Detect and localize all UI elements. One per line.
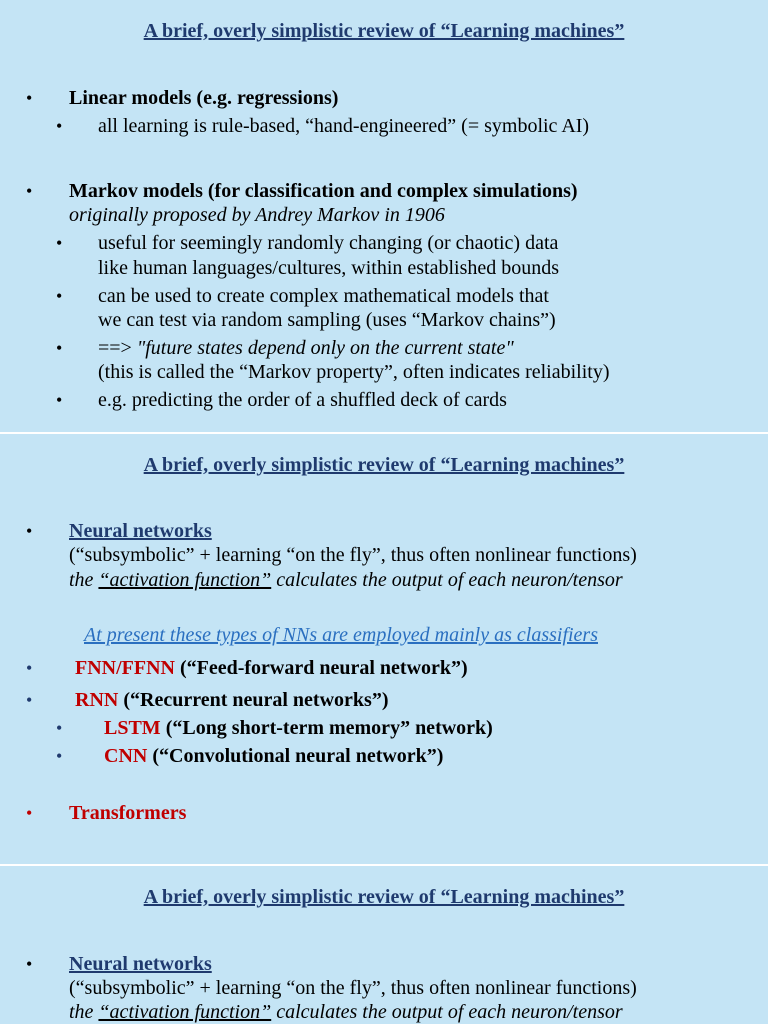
neural-networks-desc: (“subsymbolic” + learning “on the fly”, thus often nonlinear functions) <box>69 544 637 566</box>
activation-function-line <box>69 1000 623 1024</box>
markov-example: e.g. predicting the order of a shuffled deck of cards <box>98 389 507 411</box>
bullet: • <box>26 521 33 541</box>
lstm-acronym: LSTM <box>104 717 161 739</box>
slide-2 <box>0 434 768 864</box>
text-post: calculates the output of each neuron/tensor <box>271 1001 623 1023</box>
fnn-acronym: FNN/FFNN <box>75 657 175 679</box>
markov-point-2-line-2: we can test via random sampling (uses “Markov chains”) <box>98 309 556 331</box>
transformers-item: Transformers <box>69 802 187 824</box>
bullet: • <box>26 803 33 823</box>
text-pre: the <box>69 569 99 591</box>
bullet: • <box>56 718 63 738</box>
slide-title: A brief, overly simplistic review of “Learning machines” <box>143 886 625 908</box>
neural-networks-heading: Neural networks <box>69 520 212 542</box>
bullet: • <box>56 338 63 358</box>
bullet: • <box>56 233 63 253</box>
rnn-item <box>75 688 388 712</box>
neural-networks-desc: (“subsymbolic” + learning “on the fly”, thus often nonlinear functions) <box>69 977 637 999</box>
cnn-description: (“Convolutional neural network”) <box>147 745 444 767</box>
markov-property-note: (this is called the “Markov property”, often indicates reliability) <box>98 361 610 383</box>
activation-function-term: “activation function” <box>98 1001 272 1023</box>
markov-point-1-line-2: like human languages/cultures, within established bounds <box>98 257 560 279</box>
markov-property-quote <box>98 336 514 360</box>
activation-function-term: “activation function” <box>98 569 272 591</box>
bullet: • <box>56 286 63 306</box>
linear-models-detail: all learning is rule-based, “hand-engineered” (= symbolic AI) <box>98 115 590 137</box>
cnn-item <box>104 744 443 768</box>
markov-point-2-line-1: can be used to create complex mathematical models that <box>98 285 549 307</box>
slide-title: A brief, overly simplistic review of “Learning machines” <box>143 454 625 476</box>
neural-networks-heading: Neural networks <box>69 953 212 975</box>
fnn-description: (“Feed-forward neural network”) <box>174 657 468 679</box>
bullet: • <box>26 181 33 201</box>
lstm-description: (“Long short-term memory” network) <box>160 717 493 739</box>
slide-3 <box>0 866 768 1024</box>
quote-text: "future states depend only on the current state" <box>136 337 514 359</box>
text-post: calculates the output of each neuron/tensor <box>271 569 623 591</box>
slide-1 <box>0 0 768 432</box>
bullet: • <box>26 88 33 108</box>
markov-point-1-line-1: useful for seemingly randomly changing (or chaotic) data <box>98 232 559 254</box>
bullet: • <box>26 690 33 710</box>
arrow-text: ==> <box>98 337 137 359</box>
bullet: • <box>26 954 33 974</box>
classifiers-note: At present these types of NNs are employed mainly as classifiers <box>84 624 598 646</box>
rnn-acronym: RNN <box>75 689 119 711</box>
bullet: • <box>26 658 33 678</box>
lstm-item <box>104 716 493 740</box>
bullet: • <box>56 746 63 766</box>
bullet: • <box>56 116 63 136</box>
bullet: • <box>56 390 63 410</box>
text-pre: the <box>69 1001 99 1023</box>
rnn-description: (“Recurrent neural networks”) <box>118 689 389 711</box>
slide-title: A brief, overly simplistic review of “Learning machines” <box>143 20 625 42</box>
fnn-item <box>75 656 468 680</box>
activation-function-line <box>69 568 623 592</box>
linear-models-heading: Linear models (e.g. regressions) <box>69 87 339 109</box>
markov-origin: originally proposed by Andrey Markov in 1906 <box>69 204 445 226</box>
cnn-acronym: CNN <box>104 745 148 767</box>
markov-models-heading: Markov models (for classification and complex simulations) <box>69 180 578 202</box>
